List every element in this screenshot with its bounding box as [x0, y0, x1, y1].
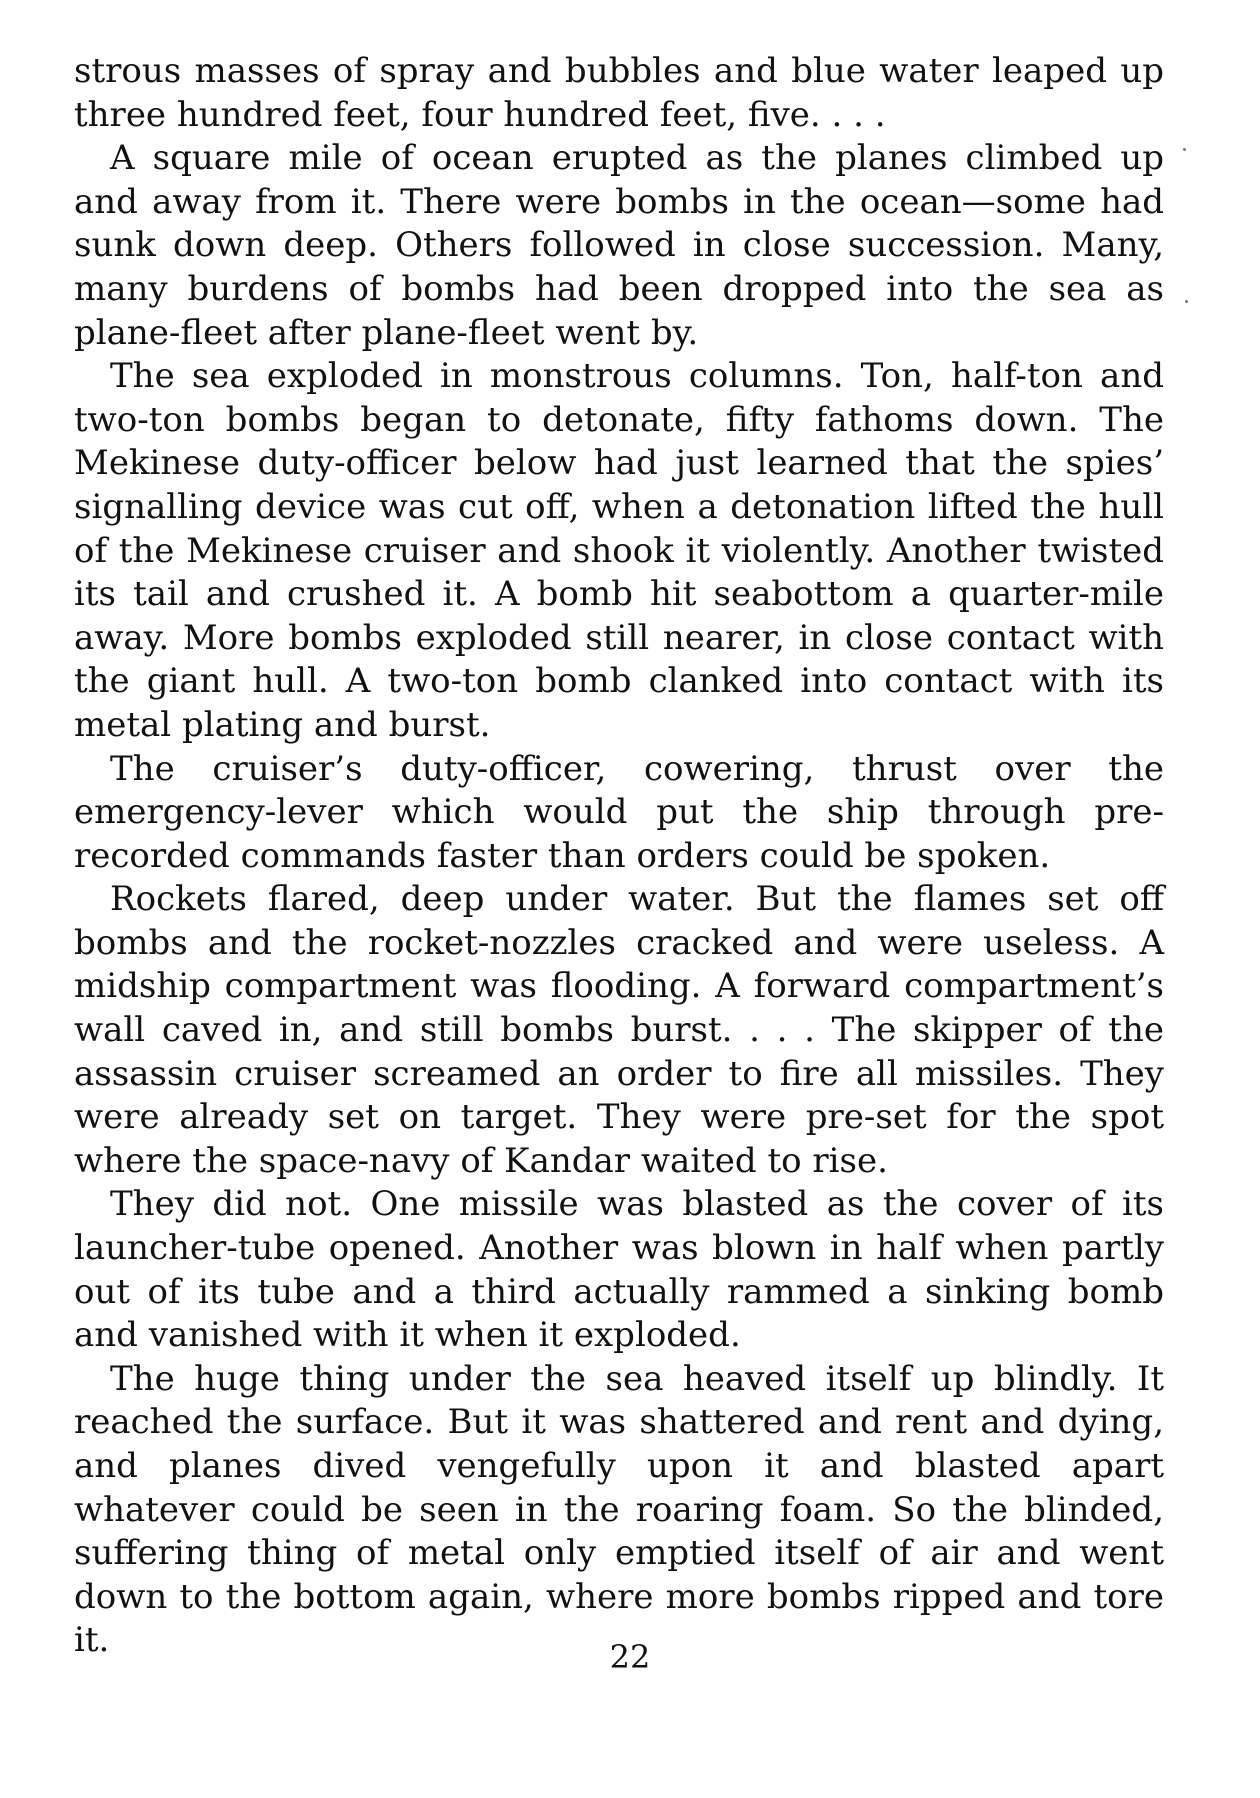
paragraph: They did not. One missile was blasted as the cover of its launcher-tube opened. Another was blown in half when partly out of its tube and a third actually rammed a sinking bomb and vanished with it when it exploded. — [74, 1184, 1164, 1356]
scan-speck — [1185, 300, 1188, 303]
scan-speck — [1183, 148, 1186, 151]
paragraph: A square mile of ocean erupted as the planes climbed up and away from it. There were bombs in the ocean—some had sunk down deep. Others followed in close succession. Many, many burdens of bombs had been dropped into the sea as plane-fleet after plane-fleet went by. — [74, 138, 1164, 353]
paragraph: Rockets flared, deep under water. But the flames set off bombs and the rocket-nozzles cracked and were useless. A midship compartment was flooding. A forward compartment’s wall caved in, and still bombs burst. . . . The skipper of the assassin cruiser screamed an order to fire all missiles. They were already set on target. They were pre-set for the spot where the space-navy of Kandar waited to rise. — [74, 879, 1164, 1181]
page-number: 22 — [609, 1638, 651, 1676]
paragraph: The huge thing under the sea heaved itself up blindly. It reached the surface. But it was shattered and rent and dying, and planes dived vengefully upon it and blasted apart whatever could be seen in the roaring foam. So the blinded, suffering thing of metal only emptied itself of air and went down to the bottom again, where more bombs ripped and tore it. — [74, 1358, 1164, 1661]
page-body — [74, 50, 1164, 1663]
paragraph: The cruiser’s duty-officer, cowering, thrust over the emergency-lever which would put the ship through pre-recorded commands faster than orders could be spoken. — [74, 748, 1164, 876]
paragraph-continued: strous masses of spray and bubbles and blue water leaped up three hundred feet, four hundred feet, five. . . . — [74, 51, 1164, 135]
paragraph: The sea exploded in monstrous columns. Ton, half-ton and two-ton bombs began to detonate, fifty fathoms down. The Mekinese duty-officer below had just learned that the spies’ signalling device was cut off, when a detonation lifted the hull of the Mekinese cruiser and shook it violently. Another twisted its tail and crushed it. A bomb hit seabottom a quarter-mile away. More bombs exploded still nearer, in close contact with the giant hull. A two-ton bomb clanked into contact with its metal plating and burst. — [74, 356, 1164, 745]
